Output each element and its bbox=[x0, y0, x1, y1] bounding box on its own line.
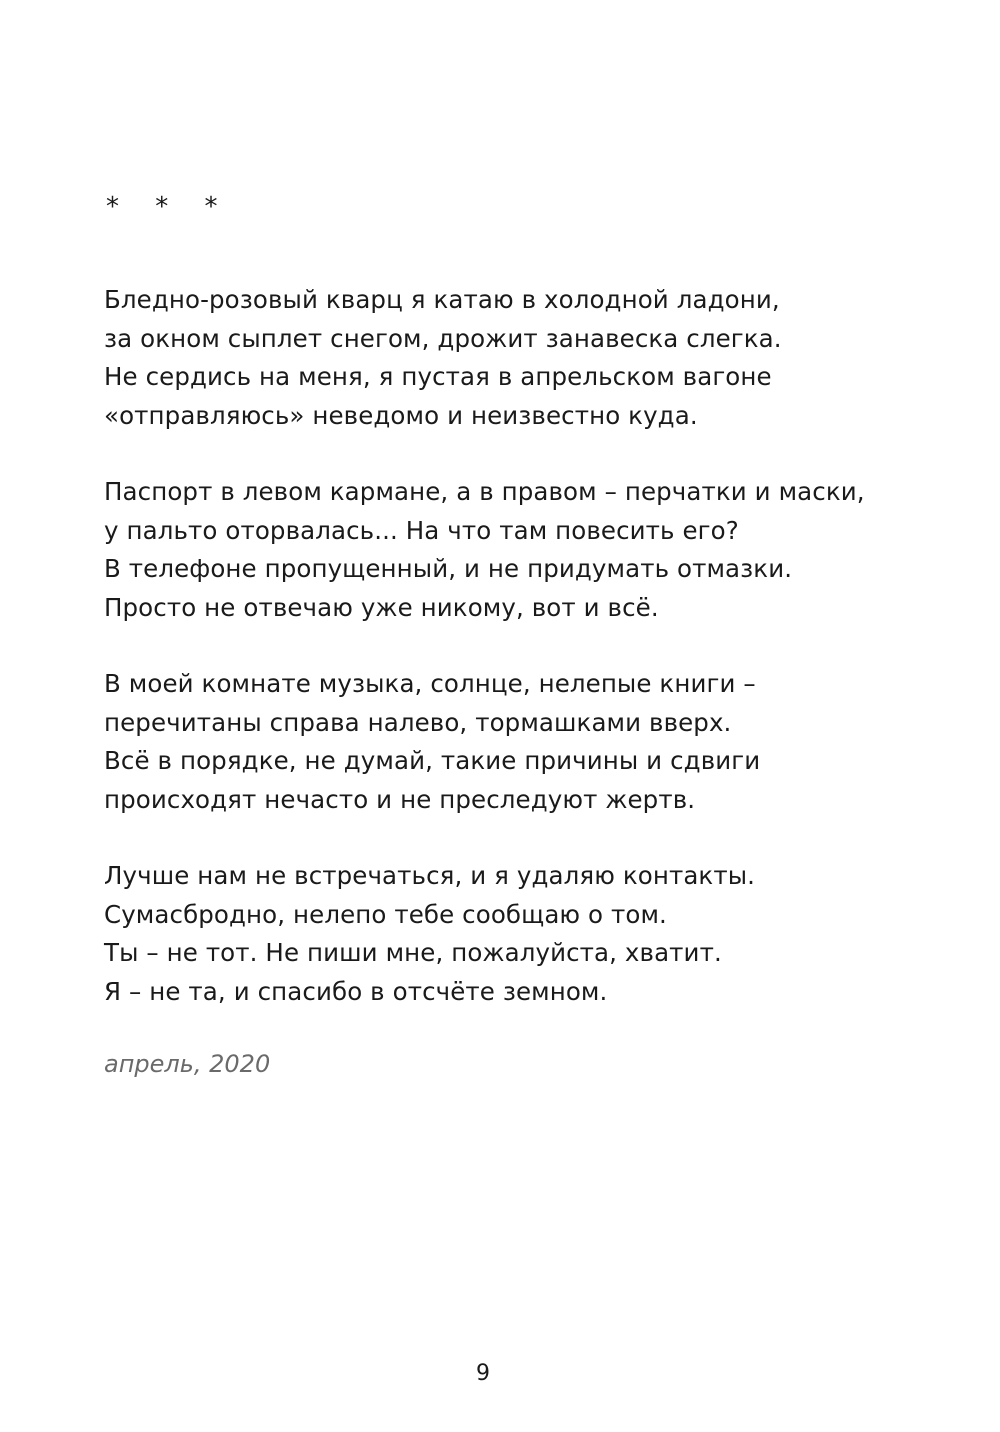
poem-line: у пальто оторвалась... На что там повесить его? bbox=[104, 515, 739, 545]
poem-line: Сумасбродно, нелепо тебе сообщаю о том. bbox=[104, 899, 667, 929]
poem-line: «отправляюсь» неведомо и неизвестно куда. bbox=[104, 400, 698, 430]
poem-line: Я – не та, и спасибо в отсчёте земном. bbox=[104, 976, 608, 1006]
stanza-4 bbox=[104, 857, 964, 1011]
poem-line: Всё в порядке, не думай, такие причины и сдвиги bbox=[104, 746, 761, 775]
stanza-2 bbox=[104, 473, 964, 627]
poem-line: за окном сыплет снегом, дрожит занавеска слегка. bbox=[104, 323, 782, 353]
poem-line: перечитаны справа налево, тормашками вверх. bbox=[104, 707, 732, 737]
poem-body bbox=[104, 281, 964, 1049]
stanza-1 bbox=[104, 281, 964, 435]
poem-line: Просто не отвечаю уже никому, вот и всё. bbox=[104, 592, 659, 622]
poem-line: В телефоне пропущенный, и не придумать отмазки. bbox=[104, 554, 793, 583]
poem-date: апрель, 2020 bbox=[104, 1050, 271, 1078]
poem-line: происходят нечасто и не преследуют жертв. bbox=[104, 784, 696, 814]
poem-line: Ты – не тот. Не пиши мне, пожалуйста, хватит. bbox=[104, 938, 722, 967]
page-number: 9 bbox=[476, 1361, 490, 1386]
poem-line: Бледно-розовый кварц я катаю в холодной ладони, bbox=[104, 285, 780, 314]
poem-separator: * * * bbox=[106, 192, 232, 222]
poem-line: Лучше нам не встречаться, и я удаляю контакты. bbox=[104, 861, 756, 890]
poem-line: Не сердись на меня, я пустая в апрельском вагоне bbox=[104, 362, 772, 391]
poem-line: В моей комнате музыка, солнце, нелепые книги – bbox=[104, 669, 756, 698]
stanza-3 bbox=[104, 665, 964, 819]
poem-line: Паспорт в левом кармане, а в правом – перчатки и маски, bbox=[104, 477, 865, 506]
